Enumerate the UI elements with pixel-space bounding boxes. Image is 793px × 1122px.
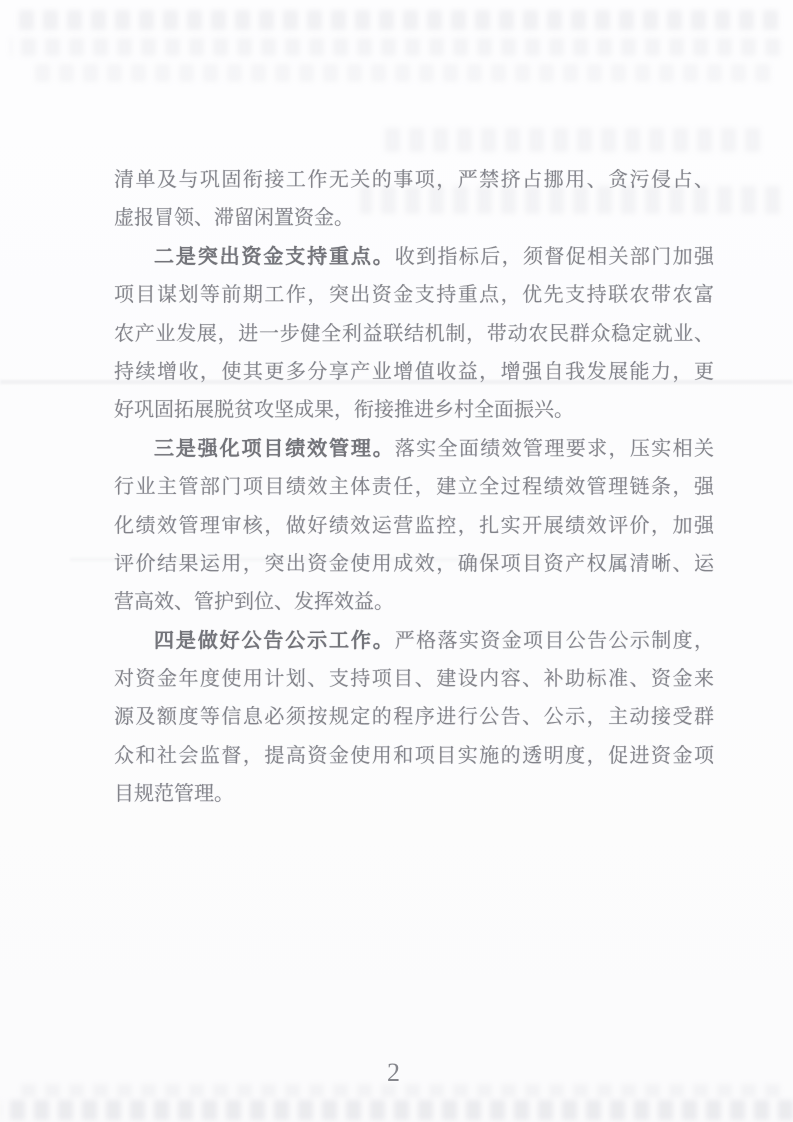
text-line: 项目谋划等前期工作，突出资金支持重点，优先支持联农带农富 — [114, 284, 714, 307]
text-line: 二是突出资金支持重点。收到指标后，须督促相关部门加强 — [154, 245, 715, 268]
text-line: 三是强化项目绩效管理。落实全面绩效管理要求，压实相关 — [154, 437, 715, 460]
paragraph — [114, 161, 714, 238]
scan-bleedthrough-row — [380, 128, 760, 152]
scan-bleedthrough-row — [0, 1100, 793, 1120]
paragraph — [114, 238, 714, 430]
text-line: 评价结果运用，突出资金使用成效，确保项目资产权属清晰、运 — [114, 552, 714, 575]
text-line: 源及额度等信息必须按规定的程序进行公告、公示，主动接受群 — [114, 706, 714, 729]
text-line: 化绩效管理审核，做好绩效运营监控，扎实开展绩效评价，加强 — [114, 514, 714, 537]
paragraph-lead: 二是突出资金支持重点。 — [154, 245, 395, 268]
paragraph — [114, 430, 714, 622]
document-body — [114, 161, 714, 814]
text-line: 对资金年度使用计划、支持项目、建设内容、补助标准、资金来 — [114, 668, 714, 691]
scan-bleedthrough-row — [10, 38, 780, 56]
page-footer — [0, 1058, 787, 1088]
paragraph-lead: 三是强化项目绩效管理。 — [154, 437, 395, 460]
text-line: 清单及与巩固衔接工作无关的事项，严禁挤占挪用、贪污侵占、 — [114, 169, 714, 191]
text-line: 目规范管理。 — [114, 783, 234, 806]
text-line: 众和社会监督，提高资金使用和项目实施的透明度，促进资金项 — [114, 744, 714, 767]
text-line: 四是做好公告公示工作。严格落实资金项目公告公示制度， — [154, 629, 715, 652]
paragraph — [114, 622, 714, 814]
text-line: 持续增收，使其更多分享产业增值收益，增强自我发展能力，更 — [114, 360, 714, 383]
paragraph-lead: 四是做好公告公示工作。 — [154, 629, 395, 652]
text-line: 好巩固拓展脱贫攻坚成果，衔接推进乡村全面振兴。 — [114, 399, 574, 422]
text-line: 虚报冒领、滞留闲置资金。 — [114, 207, 354, 230]
text-line: 行业主管部门项目绩效主体责任，建立全过程绩效管理链条，强 — [114, 476, 714, 499]
page-number: 2 — [387, 1058, 400, 1087]
scan-bleedthrough-row — [18, 10, 778, 30]
scan-bleedthrough-row — [30, 64, 770, 82]
text-line: 农产业发展，进一步健全利益联结机制，带动农民群众稳定就业、 — [114, 322, 714, 345]
text-line: 营高效、管护到位、发挥效益。 — [114, 591, 394, 614]
